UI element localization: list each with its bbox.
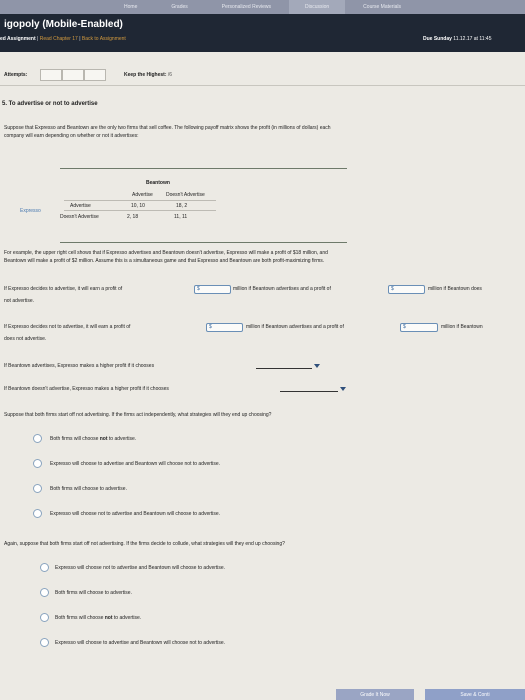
fill1-text-c: million if Beantown does xyxy=(428,286,482,292)
due-date xyxy=(423,36,491,42)
due-value: 11.12.17 at 11:45 xyxy=(453,36,492,42)
radio-button[interactable] xyxy=(33,484,42,493)
profit-input-2a[interactable] xyxy=(206,323,243,332)
keep-highest-value: /6 xyxy=(167,72,173,78)
matrix-col-advertise: Advertise xyxy=(132,192,153,198)
profit-input-2b[interactable] xyxy=(400,323,438,332)
matrix-row-player: Expresso xyxy=(20,208,41,214)
radio-button[interactable] xyxy=(33,434,42,443)
matrix-cell-nn: 11, 11 xyxy=(174,214,188,220)
dollar-sign: $ xyxy=(209,324,212,330)
option-text: Both firms will choose xyxy=(55,615,105,621)
breadcrumb-assignment: ed Assignment xyxy=(0,36,36,42)
question-independent: Suppose that both firms start off not advertising. If the firms act independently, what strategies will they end up choosing? xyxy=(4,412,272,418)
matrix-rule xyxy=(64,210,216,211)
option-label[interactable]: Expresso will choose not to advertise and Beantown will choose to advertise. xyxy=(55,565,226,571)
fill2-text-c: million if Beantown xyxy=(441,324,483,330)
grade-it-now-button[interactable]: Grade It Now xyxy=(336,689,414,700)
attempt-box xyxy=(62,69,84,81)
breadcrumb xyxy=(0,36,126,42)
due-label: Due Sunday xyxy=(423,36,452,42)
profit-input-1a[interactable] xyxy=(194,285,231,294)
matrix-col-player: Beantown xyxy=(146,180,170,186)
matrix-row-advertise: Advertise xyxy=(70,203,91,209)
option-label[interactable]: Expresso will choose to advertise and Beantown will choose not to advertise. xyxy=(55,640,226,646)
dollar-sign: $ xyxy=(403,324,406,330)
fill2-text-b: million if Beantown advertises and a profit of xyxy=(246,324,344,330)
option-emphasis: not xyxy=(99,436,108,442)
tab-home[interactable]: Home xyxy=(124,4,138,10)
breadcrumb-separator: | xyxy=(77,36,82,42)
question-title: 5. To advertise or not to advertise xyxy=(2,101,98,107)
strategy-dropdown-2[interactable] xyxy=(280,383,346,393)
option-label[interactable]: Both firms will choose to advertise. xyxy=(55,590,132,596)
radio-button[interactable] xyxy=(40,638,49,647)
matrix-cell-an: 18, 2 xyxy=(176,203,188,209)
tab-course-materials[interactable]: Course Materials xyxy=(363,4,401,10)
radio-button[interactable] xyxy=(40,588,49,597)
question-collude: Again, suppose that both firms start off not advertising. If the firms decide to collude, what strategies will they end up choosing? xyxy=(4,541,285,547)
fill1-text-a: If Expresso decides to advertise, it will earn a profit of xyxy=(4,286,123,292)
fill1-text-b: million if Beantown advertises and a profit of xyxy=(233,286,331,292)
dropdown2-prompt: If Beantown doesn't advertise, Expresso makes a higher profit if it chooses xyxy=(4,386,169,392)
top-nav xyxy=(0,0,525,14)
option-label[interactable]: Expresso will choose to advertise and Beantown will choose not to advertise. xyxy=(50,461,221,467)
dropdown-underline xyxy=(256,368,312,369)
option-label[interactable] xyxy=(50,436,136,442)
option-text: to advertise. xyxy=(112,615,142,621)
fill2-text-d: does not advertise. xyxy=(4,336,47,342)
attempt-box xyxy=(84,69,106,81)
option-emphasis: not xyxy=(104,615,113,621)
app-title: igopoly (Mobile-Enabled) xyxy=(4,19,123,30)
option-label[interactable]: Both firms will choose to advertise. xyxy=(50,486,127,492)
dollar-sign: $ xyxy=(391,286,394,292)
matrix-row-not-advertise: Doesn't Advertise xyxy=(60,214,99,220)
dollar-sign: $ xyxy=(197,286,200,292)
keep-highest xyxy=(124,72,172,78)
breadcrumb-separator: | xyxy=(35,36,40,42)
divider xyxy=(60,242,347,243)
chevron-down-icon xyxy=(340,387,346,391)
option-text: Both firms will choose xyxy=(50,436,100,442)
matrix-cell-na: 2, 18 xyxy=(127,214,139,220)
radio-button[interactable] xyxy=(33,459,42,468)
matrix-col-not-advertise: Doesn't Advertise xyxy=(166,192,205,198)
profit-input-1b[interactable] xyxy=(388,285,425,294)
strategy-dropdown-1[interactable] xyxy=(256,360,322,370)
tab-grades[interactable]: Grades xyxy=(171,4,188,10)
fill2-text-a: If Expresso decides not to advertise, it will earn a profit of xyxy=(4,324,131,330)
attempts-label: Attempts: xyxy=(4,72,28,78)
dropdown-underline xyxy=(280,391,338,392)
radio-button[interactable] xyxy=(40,563,49,572)
option-label[interactable]: Expresso will choose not to advertise and Beantown will choose to advertise. xyxy=(50,511,221,517)
attempts-bar xyxy=(0,64,525,86)
option-label[interactable] xyxy=(55,615,141,621)
keep-highest-label: Keep the Highest: xyxy=(124,72,167,78)
example-paragraph xyxy=(4,249,522,265)
option-text: to advertise. xyxy=(107,436,137,442)
attempt-box xyxy=(40,69,62,81)
tab-personalized-reviews[interactable]: Personalized Reviews xyxy=(221,4,271,10)
fill1-text-d: not advertise. xyxy=(4,298,35,304)
matrix-rule xyxy=(64,200,216,201)
save-continue-button[interactable]: Save & Conti xyxy=(425,689,525,700)
example-line: For example, the upper right cell shows that if Expresso advertises and Beantown doesn't advertise, Expresso will make a profit of $18 million, and xyxy=(4,250,328,256)
divider xyxy=(60,168,347,169)
chevron-down-icon xyxy=(314,364,320,368)
matrix-cell-aa: 10, 10 xyxy=(131,203,145,209)
dropdown1-prompt: If Beantown advertises, Expresso makes a higher profit if it chooses xyxy=(4,363,155,369)
example-line: Beantown will make a profit of $2 million. Assume this is a simultaneous game and that Expresso and Beantown are both profit-maximizing firms. xyxy=(4,258,325,264)
intro-line: Suppose that Expresso and Beantown are the only two firms that sell coffee. The following payoff matrix shows the profit (in millions of dollars) each xyxy=(4,125,331,131)
breadcrumb-back-link[interactable]: Back to Assignment xyxy=(81,36,126,42)
intro-line: company will earn depending on whether or not it advertises: xyxy=(4,133,139,139)
radio-button[interactable] xyxy=(33,509,42,518)
question-intro xyxy=(4,124,522,140)
tab-discussion[interactable]: Discussion xyxy=(289,0,345,14)
breadcrumb-read-chapter-link[interactable]: Read Chapter 17 xyxy=(39,36,78,42)
radio-button[interactable] xyxy=(40,613,49,622)
